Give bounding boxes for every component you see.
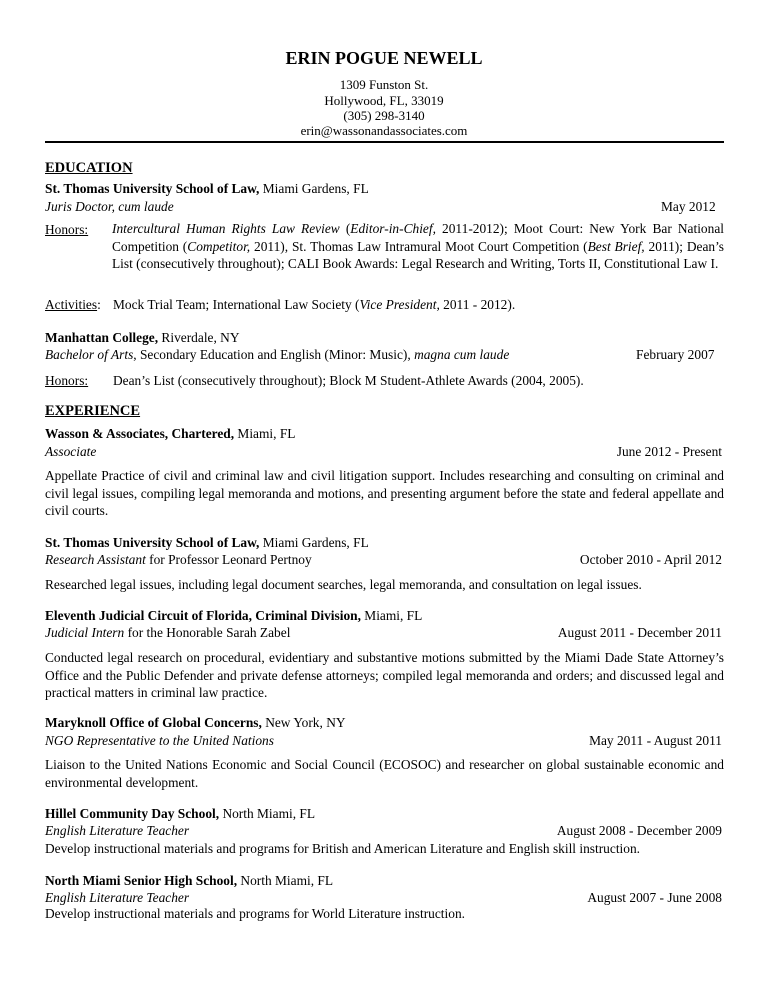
job-title-line bbox=[45, 444, 96, 460]
job-date: June 2012 - Present bbox=[616, 444, 722, 459]
job-title: NGO Representative to the United Nations bbox=[45, 733, 274, 748]
activities-text bbox=[113, 297, 515, 313]
job-description: Appellate Practice of civil and criminal law and civil litigation support. Includes researching and consulting on criminal and civil legal issues, compiling legal memoranda and motions, and presenting argument before the state and federal appellate and civil courts. bbox=[45, 468, 724, 518]
school-2-degree bbox=[45, 347, 509, 363]
job-location: Miami, FL bbox=[360, 608, 423, 623]
job-description: Develop instructional materials and programs for British and American Literature and English skill instruction. bbox=[45, 841, 640, 856]
school-1-degree bbox=[45, 199, 174, 215]
job-location: New York, NY bbox=[261, 715, 346, 730]
job-date: August 2011 - December 2011 bbox=[557, 625, 722, 640]
honors-part-3: Editor-in-Chief, bbox=[350, 221, 436, 236]
activities-label: Activities bbox=[45, 297, 98, 312]
school-1-honors-text bbox=[112, 220, 724, 273]
activities-part-1: Mock Trial Team; International Law Society ( bbox=[113, 297, 360, 312]
honors-part-6: 2011), St. Thomas Law Intramural Moot Court Competition ( bbox=[250, 238, 588, 254]
job-description: Develop instructional materials and programs for World Literature instruction. bbox=[45, 906, 465, 921]
school-2-line bbox=[45, 330, 240, 346]
job-location: Miami Gardens, FL bbox=[259, 535, 369, 550]
school-1-location: Miami Gardens, FL bbox=[259, 181, 369, 196]
job-org: North Miami Senior High School, bbox=[45, 873, 238, 888]
header-divider bbox=[45, 141, 724, 143]
honors-part-2: ( bbox=[339, 221, 351, 236]
job-title-suffix: for the Honorable Sarah Zabel bbox=[124, 625, 291, 640]
email-address: erin@wassonandassociates.com bbox=[300, 123, 468, 138]
school-2-honors-text: Dean’s List (consecutively throughout); Block M Student-Athlete Awards (2004, 2005). bbox=[113, 373, 584, 388]
school-1-honors-label bbox=[45, 222, 88, 238]
school-2-honors-label bbox=[45, 373, 88, 389]
job-title-line bbox=[45, 823, 189, 839]
job-title-line bbox=[45, 552, 312, 568]
candidate-name: ERIN POGUE NEWELL bbox=[285, 48, 483, 68]
activities-part-3: 2011 - 2012). bbox=[439, 297, 516, 312]
job-date: May 2011 - August 2011 bbox=[589, 733, 722, 748]
experience-heading: EXPERIENCE bbox=[45, 403, 141, 419]
job-org: Wasson & Associates, Chartered, bbox=[45, 426, 235, 441]
education-heading: EDUCATION bbox=[45, 160, 133, 176]
job-date: August 2008 - December 2009 bbox=[556, 823, 722, 838]
address-line-2: Hollywood, FL, 33019 bbox=[324, 93, 444, 108]
honors-part-7: Best Brief, bbox=[587, 238, 645, 254]
activities-colon: : bbox=[97, 297, 101, 312]
job-org-line bbox=[45, 806, 315, 822]
job-title-line bbox=[45, 890, 189, 906]
job-title-suffix: for Professor Leonard Pertnoy bbox=[145, 552, 312, 567]
job-title-line bbox=[45, 625, 290, 641]
job-title: English Literature Teacher bbox=[45, 823, 190, 838]
job-org: Eleventh Judicial Circuit of Florida, Criminal Division, bbox=[45, 608, 361, 623]
job-location: Miami, FL bbox=[234, 426, 296, 441]
job-title: Research Assistant bbox=[45, 552, 146, 567]
job-title: English Literature Teacher bbox=[45, 890, 190, 905]
job-location: North Miami, FL bbox=[237, 873, 334, 888]
honors-part-8: 2011); Dean’s List (consecutively throughout); CALI Book Awards: Legal Research and Writing, Torts II, Constitutional Law I. bbox=[112, 238, 725, 271]
honors-label-2-text: Honors: bbox=[45, 373, 89, 388]
school-2-degree-part-3: magna cum laude bbox=[414, 347, 510, 362]
job-org: Maryknoll Office of Global Concerns, bbox=[45, 715, 262, 730]
address-line-1: 1309 Funston St. bbox=[339, 77, 429, 92]
job-date: October 2010 - April 2012 bbox=[579, 552, 722, 567]
job-title-line bbox=[45, 733, 274, 749]
job-description: Researched legal issues, including legal document searches, legal memoranda, and consultation on legal issues. bbox=[45, 577, 642, 592]
job-title: Associate bbox=[45, 444, 97, 459]
school-1-degree-text: Juris Doctor, cum laude bbox=[45, 199, 174, 214]
job-org: St. Thomas University School of Law, bbox=[45, 535, 260, 550]
phone-number: (305) 298-3140 bbox=[343, 108, 425, 123]
job-org-line bbox=[45, 608, 422, 624]
school-1-name: St. Thomas University School of Law, bbox=[45, 181, 260, 196]
job-title: Judicial Intern bbox=[45, 625, 125, 640]
school-2-location: Riverdale, NY bbox=[158, 330, 240, 345]
job-location: North Miami, FL bbox=[219, 806, 316, 821]
honors-part-5: Competitor, bbox=[187, 238, 251, 254]
honors-label-text: Honors: bbox=[45, 222, 89, 237]
school-2-degree-part-1: Bachelor of Arts bbox=[45, 347, 134, 362]
job-org: Hillel Community Day School, bbox=[45, 806, 220, 821]
honors-part-1: Intercultural Human Rights Law Review bbox=[112, 221, 340, 236]
school-2-degree-part-2: , Secondary Education and English (Minor: Music), bbox=[133, 347, 415, 362]
honors-part-4: 2011-2012); Moot Court: New York Bar National Competition ( bbox=[112, 221, 724, 254]
job-org-line bbox=[45, 873, 333, 889]
job-date: August 2007 - June 2008 bbox=[587, 890, 722, 905]
school-1-date: May 2012 bbox=[661, 199, 716, 214]
school-1-line bbox=[45, 181, 369, 197]
job-org-line bbox=[45, 535, 369, 551]
school-1-activities bbox=[45, 297, 101, 313]
job-description: Conducted legal research on procedural, evidentiary and substantive motions submitted by the Miami Dade State Attorney’s Office and the Public Defender and private defense attorneys; compiled legal memoranda and orders; and discussed legal and practical matters in criminal law practice. bbox=[45, 650, 724, 700]
job-description: Liaison to the United Nations Economic and Social Council (ECOSOC) and researcher on global sustainable economic and environmental development. bbox=[45, 757, 724, 790]
school-2-date: February 2007 bbox=[636, 347, 715, 362]
activities-part-2: Vice President, bbox=[359, 297, 440, 312]
school-2-name: Manhattan College, bbox=[45, 330, 159, 345]
job-org-line bbox=[45, 426, 295, 442]
job-org-line bbox=[45, 715, 346, 731]
